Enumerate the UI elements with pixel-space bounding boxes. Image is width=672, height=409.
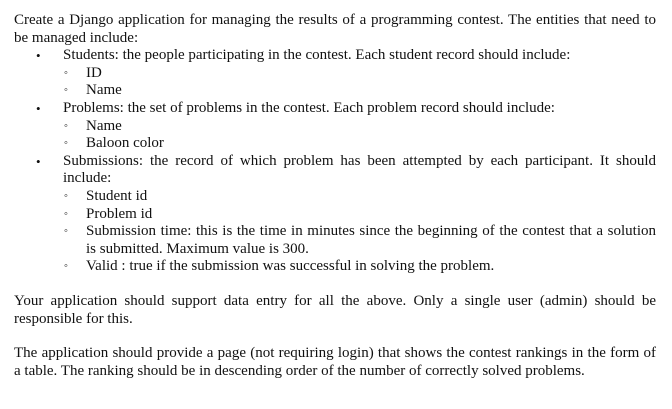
field-label: Valid : true if the submission was successful in solving the problem. — [86, 258, 495, 275]
paragraph-spacer — [14, 328, 656, 345]
sub-bullet-icon: ◦ — [64, 137, 68, 150]
field-label: Problem id — [86, 205, 153, 222]
rankings-paragraph: The application should provide a page (not requiring login) that shows the contest rankings in the form of a table. The ranking should be in descending order of the number of correctly solved problems. — [14, 345, 656, 379]
field-list — [63, 188, 656, 276]
field-item — [63, 258, 656, 276]
entity-students — [14, 47, 656, 100]
data-entry-paragraph: Your application should support data entry for all the above. Only a single user (admin) should be responsible for this. — [14, 292, 656, 327]
field-item — [63, 118, 656, 136]
field-label: Student id — [86, 187, 148, 204]
field-label: Baloon color — [86, 135, 164, 152]
field-item — [63, 188, 656, 206]
entity-list — [14, 47, 656, 276]
sub-bullet-icon: ◦ — [64, 119, 68, 132]
sub-bullet-icon: ◦ — [64, 66, 68, 79]
bullet-icon: • — [36, 48, 41, 64]
sub-bullet-icon: ◦ — [64, 225, 68, 238]
bullet-icon: • — [36, 153, 41, 169]
document — [14, 12, 656, 380]
field-item — [63, 82, 656, 100]
field-label: Submission time: this is the time in minutes since the beginning of the contest that a solution is submitted. Maximum value is 300. — [86, 223, 656, 257]
entity-description: Submissions: the record of which problem has been attempted by each participant. It should include: — [63, 152, 656, 187]
field-list — [63, 65, 656, 100]
sub-bullet-icon: ◦ — [64, 207, 68, 220]
sub-bullet-icon: ◦ — [64, 260, 68, 273]
intro-paragraph: Create a Django application for managing the results of a programming contest. The entities that need to be managed include: — [14, 12, 656, 46]
field-label: Name — [86, 82, 122, 99]
field-label: ID — [86, 64, 102, 81]
entity-description: Students: the people participating in the contest. Each student record should include: — [63, 47, 571, 64]
field-item — [63, 65, 656, 83]
sub-bullet-icon: ◦ — [64, 189, 68, 202]
paragraph-spacer — [14, 276, 656, 293]
field-item — [63, 206, 656, 224]
entity-submissions — [14, 153, 656, 276]
bullet-icon: • — [36, 100, 41, 116]
sub-bullet-icon: ◦ — [64, 84, 68, 97]
entity-description: Problems: the set of problems in the contest. Each problem record should include: — [63, 99, 555, 116]
entity-problems — [14, 100, 656, 153]
field-item — [63, 223, 656, 258]
field-label: Name — [86, 117, 122, 134]
field-list — [63, 118, 656, 153]
field-item — [63, 135, 656, 153]
